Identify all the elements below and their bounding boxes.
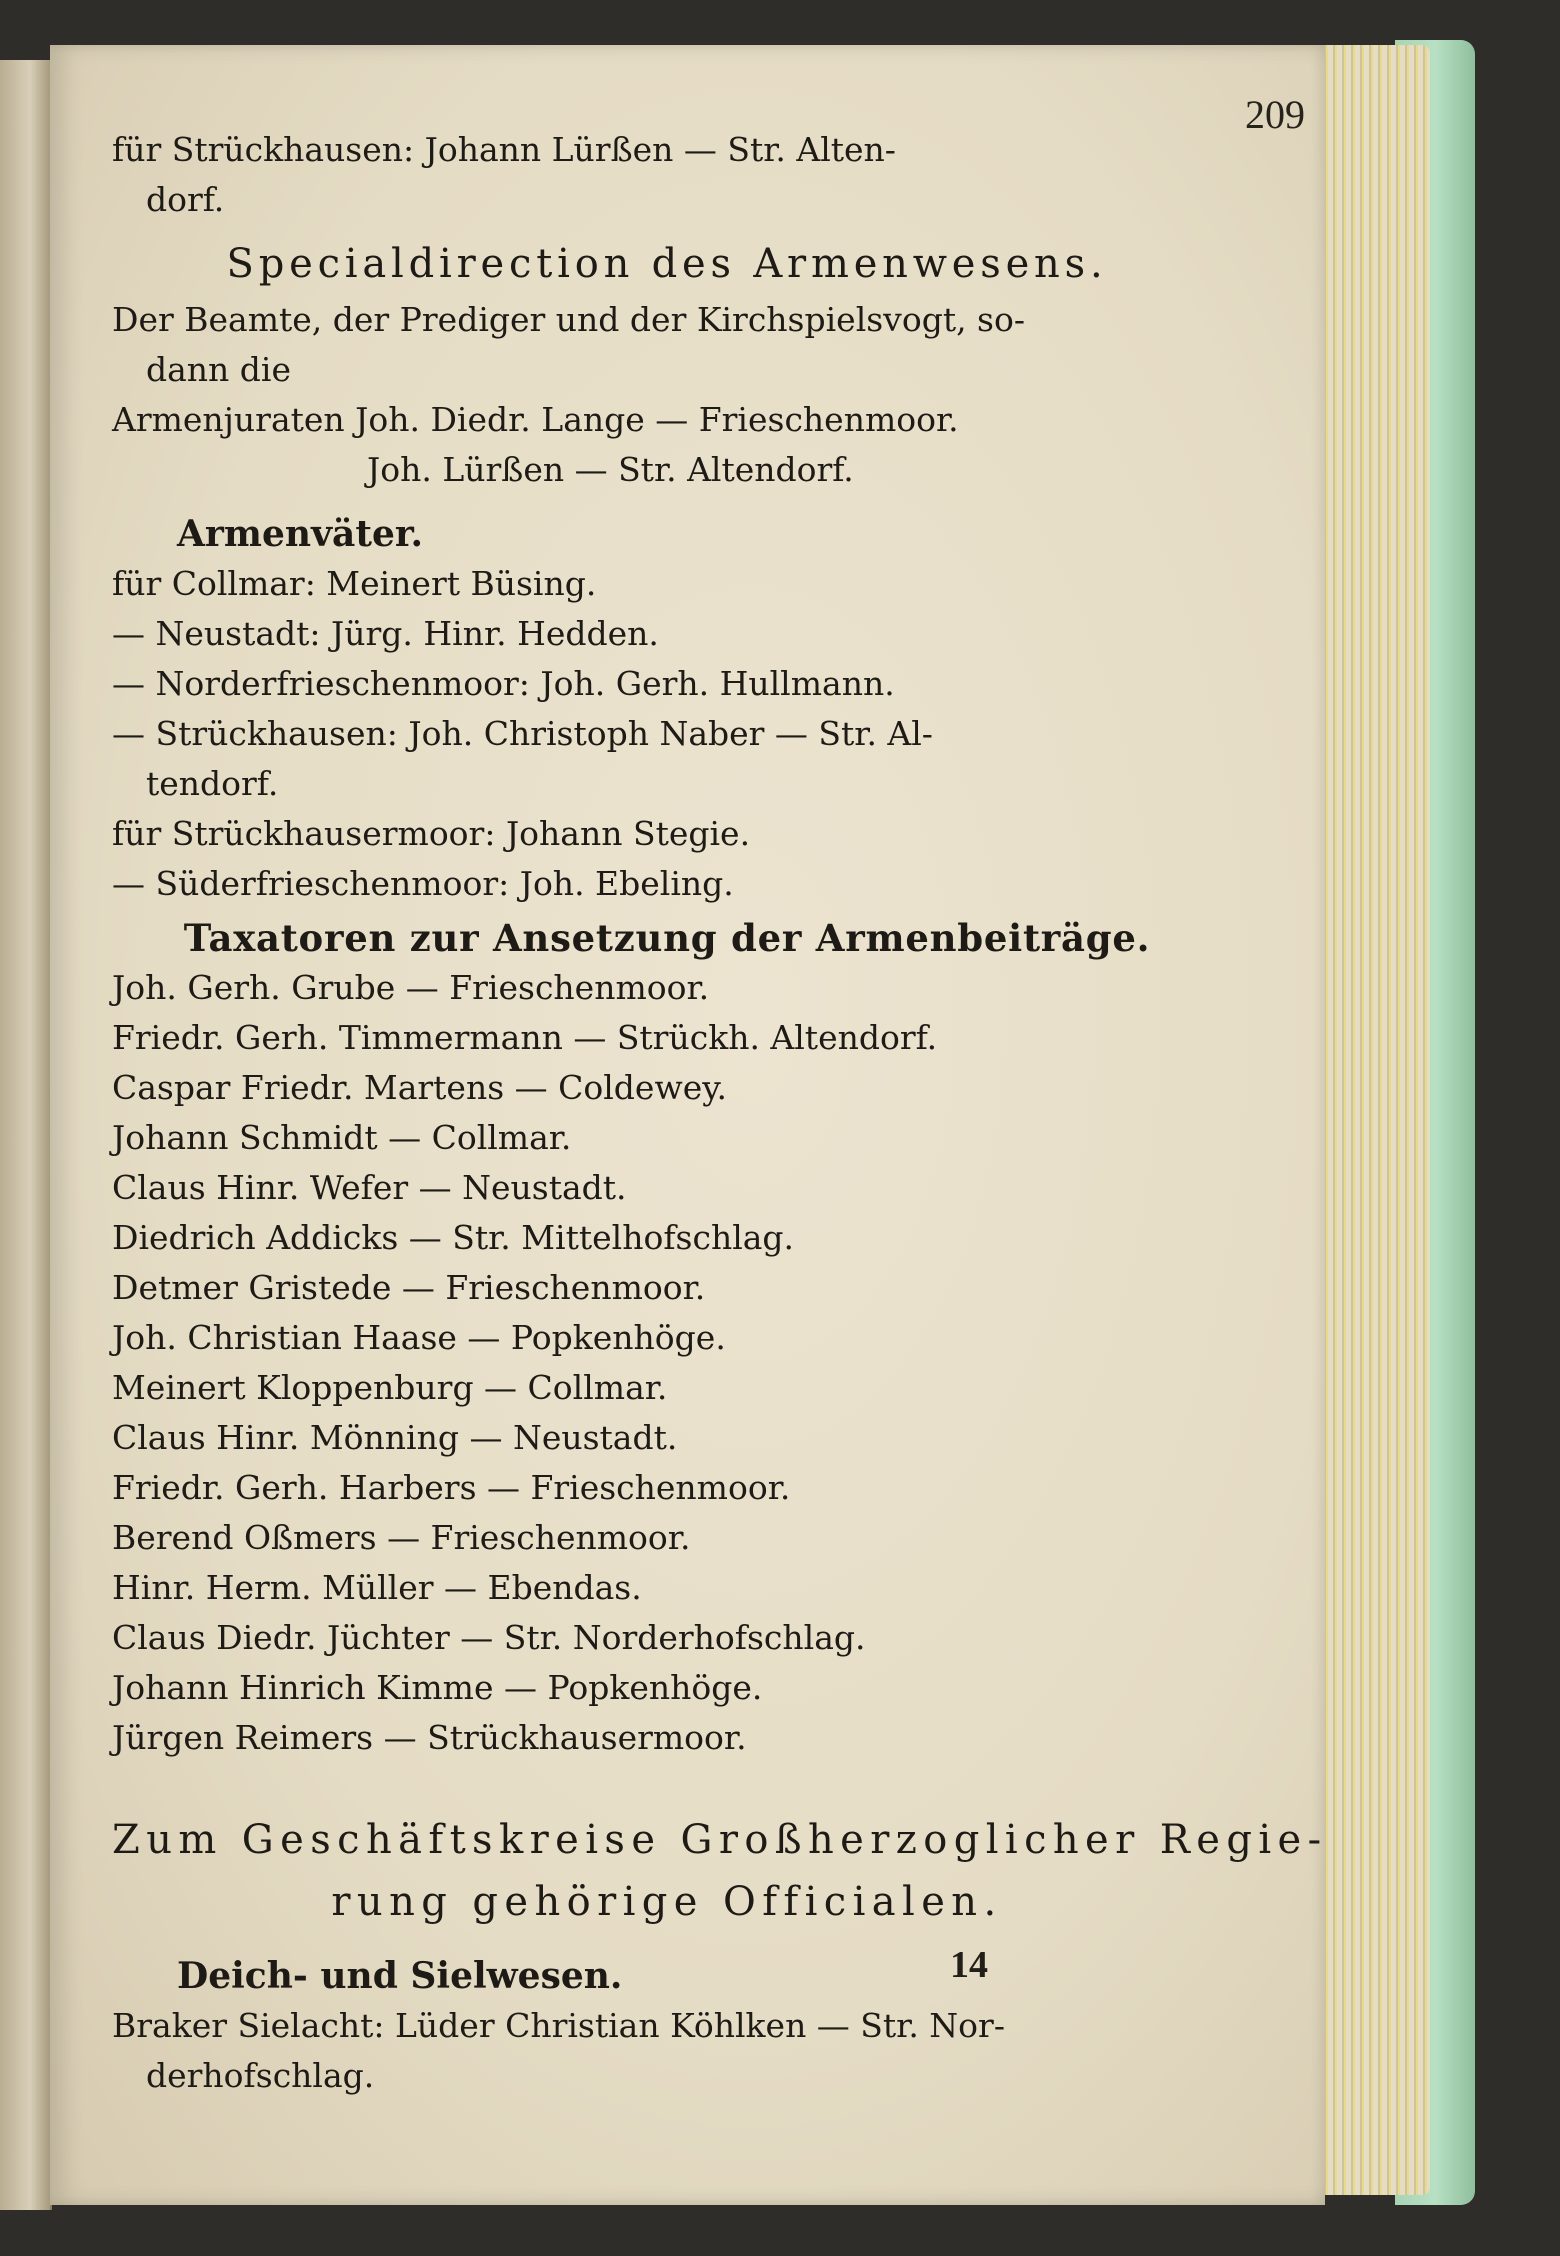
list-item: Friedr. Gerh. Harbers — Frieschenmoor. [112,1468,791,1507]
list-item: Detmer Gristede — Frieschenmoor. [112,1268,706,1307]
section-heading: Armenväter. [177,513,424,555]
list-item: Berend Oßmers — Frieschenmoor. [112,1518,691,1557]
list-item: Jürgen Reimers — Strückhausermoor. [112,1718,747,1757]
page-number: 209 [1245,92,1305,137]
page-stack-edges [1310,45,1430,2195]
chapter-heading: rung gehörige Officialen. [331,1879,1003,1925]
list-item: Joh. Christian Haase — Popkenhöge. [112,1318,726,1357]
text-line: — Süderfrieschenmoor: Joh. Ebeling. [112,864,734,903]
section-heading: Taxatoren zur Ansetzung der Armenbeiträge. [183,916,1151,960]
list-item: Diedrich Addicks — Str. Mittelhofschlag. [112,1218,795,1257]
list-item: Hinr. Herm. Müller — Ebendas. [112,1568,642,1607]
text-line: Der Beamte, der Prediger und der Kirchspielsvogt, so- [112,300,1026,339]
page-text [112,125,1328,2101]
text-line: dann die [146,350,292,389]
text-line: für Collmar: Meinert Büsing. [112,564,597,603]
list-item: Claus Diedr. Jüchter — Str. Norderhofschlag. [112,1618,866,1657]
text-line: Armenjuraten Joh. Diedr. Lange — Frieschenmoor. [112,400,959,439]
text-line: — Strückhausen: Joh. Christoph Naber — Str. Al- [112,714,933,753]
facing-page-edge [0,60,52,2210]
text-line: für Strückhausermoor: Johann Stegie. [112,814,751,853]
list-item: Johann Hinrich Kimme — Popkenhöge. [112,1668,763,1707]
text-line: tendorf. [146,764,279,803]
text-line: Braker Sielacht: Lüder Christian Köhlken — Str. Nor- [112,2006,1005,2045]
signature-mark: 14 [950,1944,988,1986]
list-item: Joh. Gerh. Grube — Frieschenmoor. [112,968,710,1007]
text-line: derhofschlag. [146,2056,375,2095]
list-item: Johann Schmidt — Collmar. [112,1118,572,1157]
list-item: Claus Hinr. Mönning — Neustadt. [112,1418,678,1457]
text-line: Joh. Lürßen — Str. Altendorf. [367,450,854,489]
section-heading: Specialdirection des Armenwesens. [226,241,1108,287]
text-line: dorf. [146,180,225,219]
book-page [50,45,1328,2205]
text-line: für Strückhausen: Johann Lürßen — Str. Alten- [112,130,896,169]
list-item: Friedr. Gerh. Timmermann — Strückh. Altendorf. [112,1018,938,1057]
text-line: — Norderfrieschenmoor: Joh. Gerh. Hullmann. [112,664,895,703]
text-line: — Neustadt: Jürg. Hinr. Hedden. [112,614,659,653]
list-item: Claus Hinr. Wefer — Neustadt. [112,1168,627,1207]
list-item: Caspar Friedr. Martens — Coldewey. [112,1068,727,1107]
list-item: Meinert Kloppenburg — Collmar. [112,1368,668,1407]
section-heading: Deich- und Sielwesen. [177,1955,623,1997]
chapter-heading: Zum Geschäftskreise Großherzoglicher Regie- [112,1817,1328,1863]
